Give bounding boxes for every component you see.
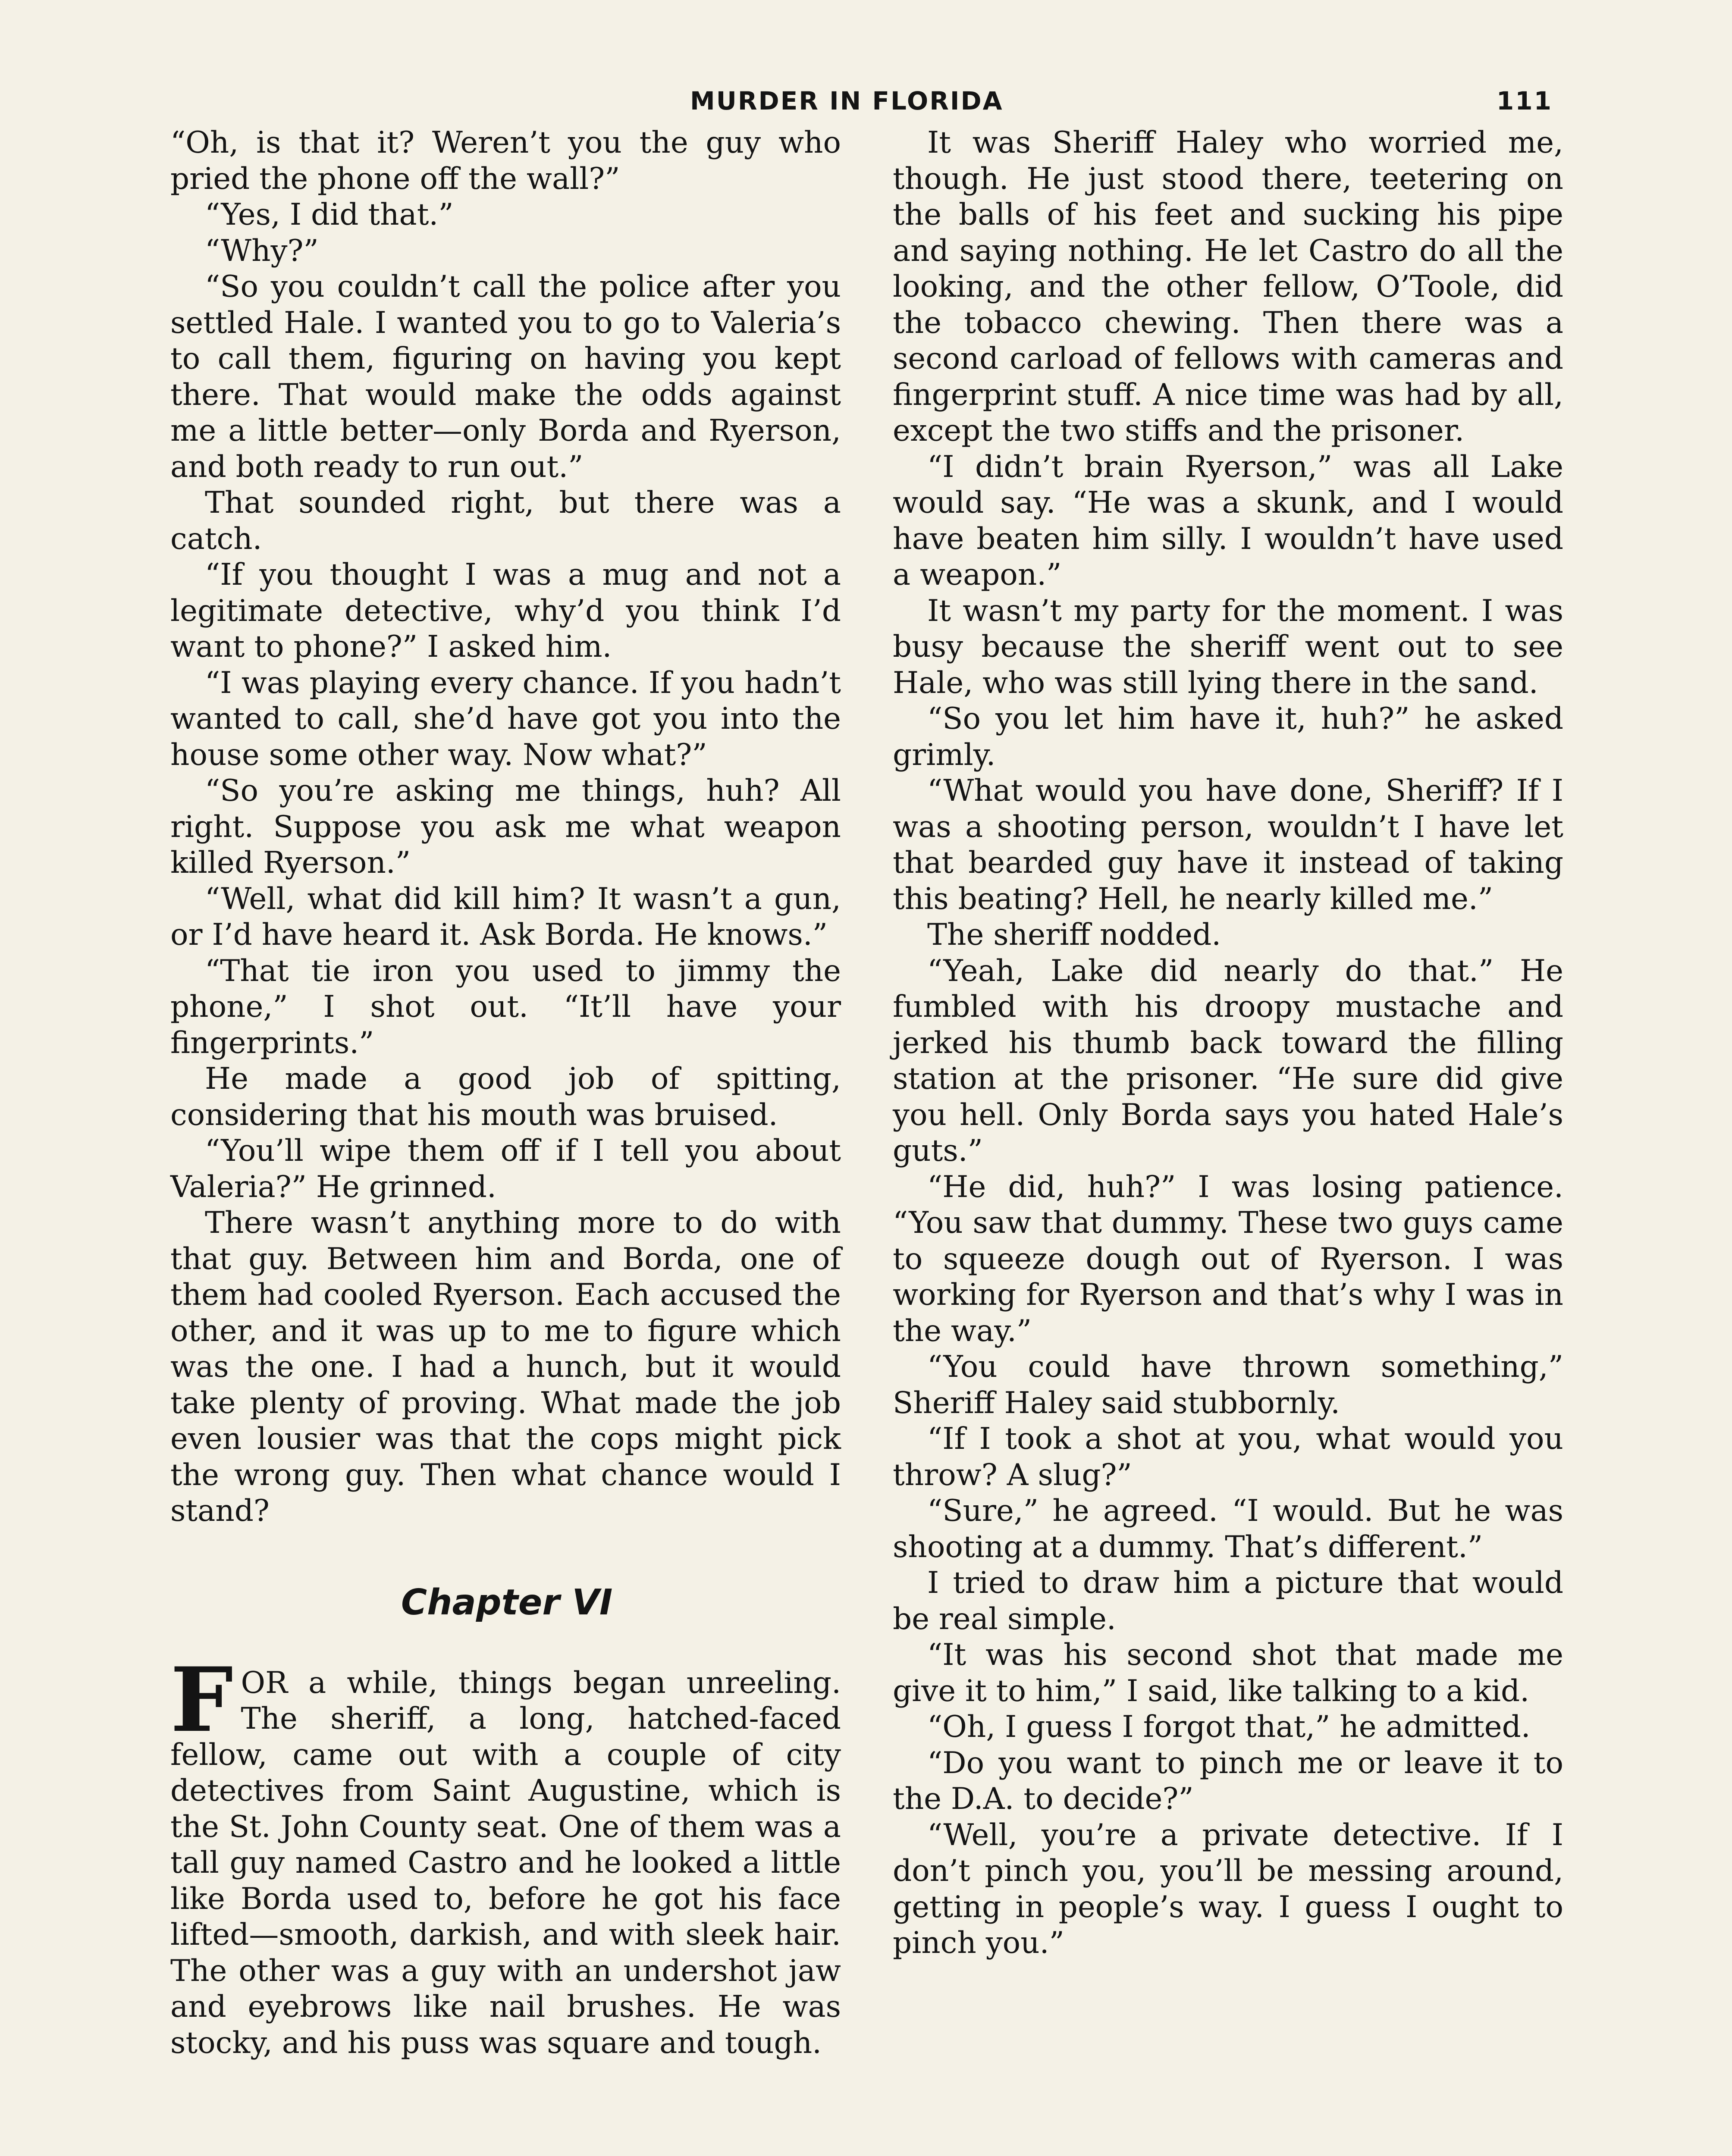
drop-cap: F — [170, 1648, 233, 1752]
paragraph: “It was his second shot that made me give it to him,” I said, like talking to a kid. — [893, 1638, 1563, 1708]
paragraph: “If I took a shot at you, what would you throw? A slug?” — [893, 1422, 1563, 1492]
running-title: MURDER IN FLORIDA — [690, 86, 1004, 116]
paragraph: “So you’re asking me things, huh? All right. Suppose you ask me what weapon killed Ryerson.” — [170, 774, 841, 880]
paragraph: “That tie iron you used to jimmy the phone,” I shot out. “It’ll have your fingerprints.” — [170, 953, 841, 1060]
paragraph: “Oh, is that it? Weren’t you the guy who pried the phone off the wall?” — [170, 125, 841, 196]
chapter-heading: Chapter VI — [401, 1582, 613, 1623]
paragraph: “Yes, I did that.” — [205, 197, 454, 232]
paragraph: “Well, what did kill him? It wasn’t a gun, or I’d have heard it. Ask Borda. He knows.” — [170, 881, 841, 952]
chapter-opening-paragraph — [170, 1648, 841, 2062]
paragraph: It wasn’t my party for the moment. I was busy because the sheriff went out to see Hale, who was still lying there in the sand. — [893, 593, 1563, 700]
paragraph: “I didn’t brain Ryerson,” was all Lake would say. “He was a skunk, and I would have beaten him silly. I wouldn’t have used a weapon.” — [893, 449, 1563, 592]
right-column — [893, 125, 1563, 1962]
paragraph: “What would you have done, Sheriff? If I was a shooting person, wouldn’t I have let that bearded guy have it instead of taking this beating? Hell, he nearly killed me.” — [893, 774, 1563, 916]
paragraph: “You could have thrown something,” Sheriff Haley said stubbornly. — [893, 1350, 1563, 1420]
paragraph: He made a good job of spitting, considering that his mouth was bruised. — [170, 1062, 841, 1132]
page-header — [690, 86, 1553, 125]
paragraph: It was Sheriff Haley who worried me, though. He just stood there, teetering on the balls of his feet and sucking his pipe and saying nothing. He let Castro do all the looking, and the other fellow, O’Toole, did the tobacco chewing. Then there was a second carload of fellows with cameras and fingerprint stuff. A nice time was had by all, except the two stiffs and the prisoner. — [893, 125, 1563, 448]
chapter-opening-text: OR a while, things began unreeling. The sheriff, a long, hatched-faced fellow, came out with a couple of city detectives from Saint Augustine, which is the St. John County seat. One of them was a tall guy named Castro and he looked a little like Borda used to, before he got his face lifted—smooth, darkish, and with sleek hair. The other was a guy with an undershot jaw and eyebrows like nail brushes. He was stocky, and his puss was square and tough. — [170, 1665, 841, 2060]
left-column — [170, 125, 841, 2061]
paragraph: “So you couldn’t call the police after you settled Hale. I wanted you to go to Valeria’s to call them, figuring on having you kept there. That would make the odds against me a little better—only Borda and Ryerson, and both ready to run out.” — [170, 270, 841, 484]
paragraph: “Yeah, Lake did nearly do that.” He fumbled with his droopy mustache and jerked his thumb back toward the filling station at the prisoner. “He sure did give you hell. Only Borda says you hated Hale’s guts.” — [893, 953, 1563, 1168]
paragraph: “I was playing every chance. If you hadn’t wanted to call, she’d have got you into the house some other way. Now what?” — [170, 665, 841, 772]
paragraph: “Well, you’re a private detective. If I don’t pinch you, you’ll be messing around, getting in people’s way. I guess I ought to pinch you.” — [893, 1818, 1563, 1960]
paragraph: That sounded right, but there was a catch. — [170, 486, 841, 556]
paragraph: “So you let him have it, huh?” he asked grimly. — [893, 702, 1563, 772]
paragraph: “Sure,” he agreed. “I would. But he was shooting at a dummy. That’s different.” — [893, 1494, 1563, 1564]
paragraph: There wasn’t anything more to do with that guy. Between him and Borda, one of them had cooled Ryerson. Each accused the other, and it was up to me to figure which was the one. I had a hunch, but it would take plenty of proving. What made the job even lousier was that the cops might pick the wrong guy. Then what chance would I stand? — [170, 1206, 841, 1528]
paragraph: “He did, huh?” I was losing patience. “You saw that dummy. These two guys came to squeeze dough out of Ryerson. I was working for Ryerson and that’s why I was in the way.” — [893, 1169, 1563, 1348]
paragraph: I tried to draw him a picture that would be real simple. — [893, 1566, 1563, 1636]
paragraph: “Oh, I guess I forgot that,” he admitted. — [927, 1710, 1531, 1744]
paragraph: The sheriff nodded. — [927, 918, 1221, 952]
paragraph: “Do you want to pinch me or leave it to the D.A. to decide?” — [893, 1745, 1563, 1816]
paragraph: “Why?” — [205, 233, 319, 268]
paragraph: “If you thought I was a mug and not a legitimate detective, why’d you think I’d want to phone?” I asked him. — [170, 558, 841, 664]
paragraph: “You’ll wipe them off if I tell you about Valeria?” He grinned. — [170, 1134, 841, 1204]
page-number: 111 — [1496, 86, 1553, 116]
